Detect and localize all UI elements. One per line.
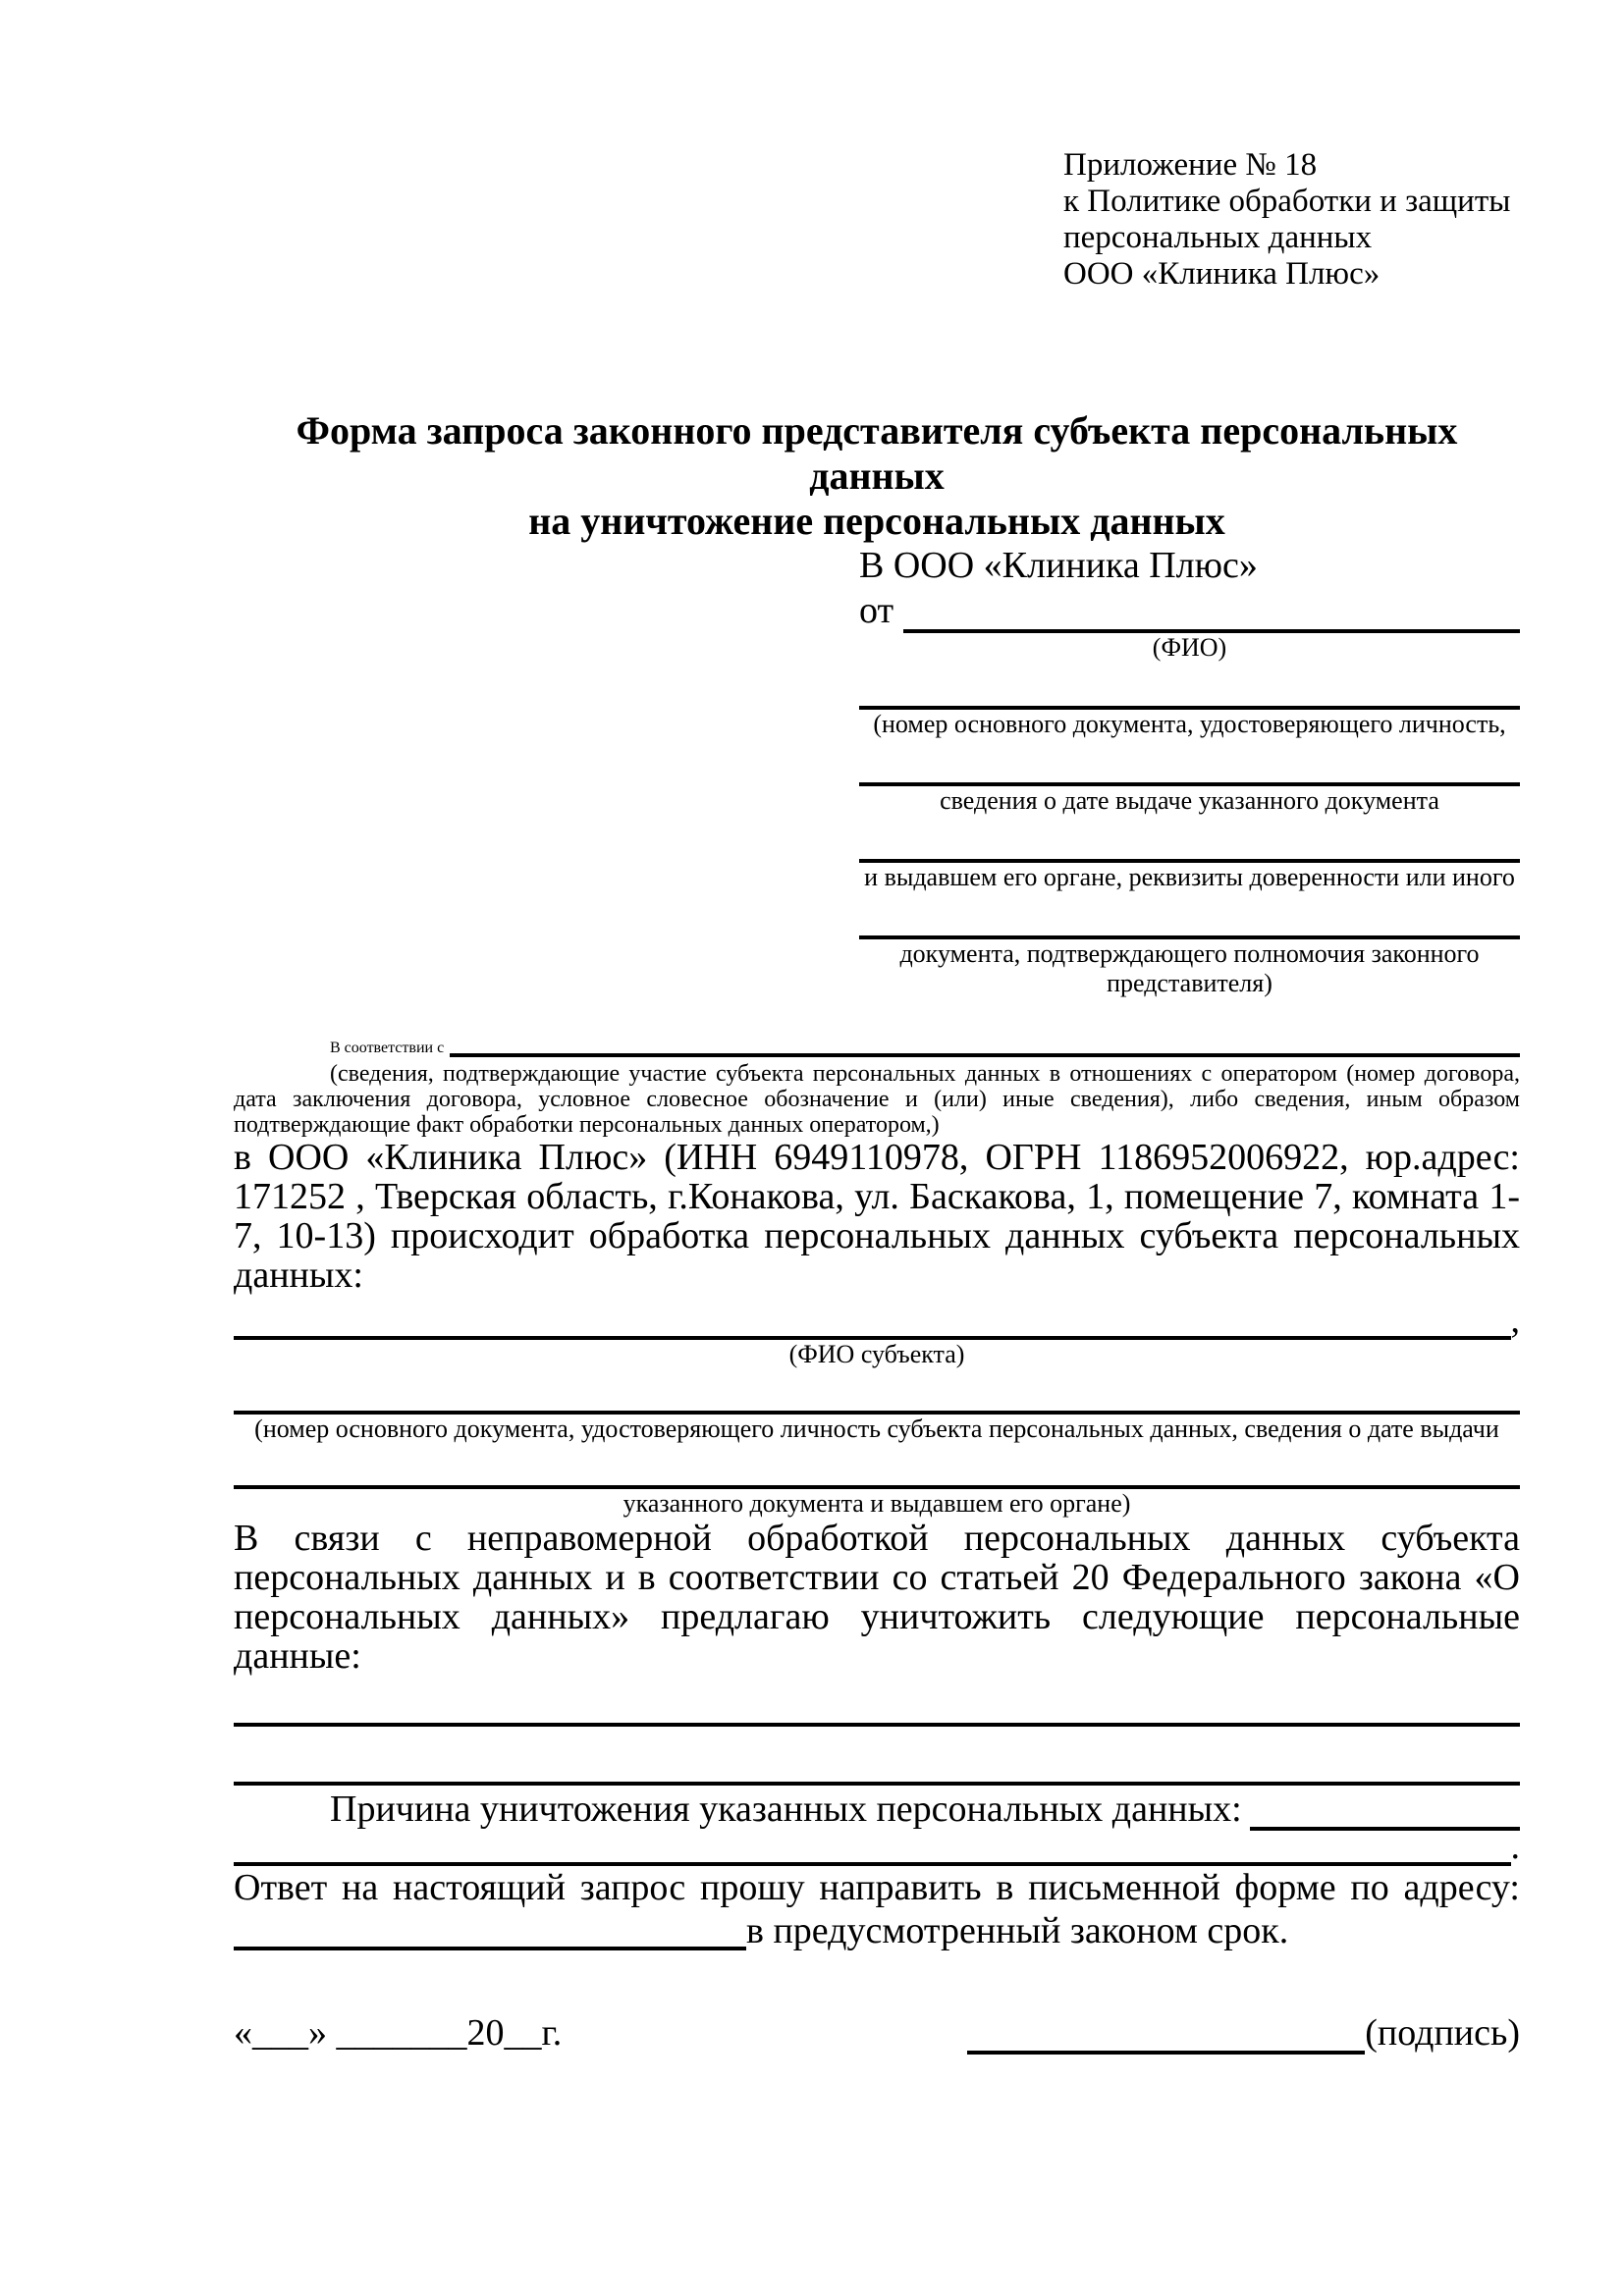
reason-field-line-2[interactable] — [234, 1862, 1511, 1866]
appendix-line-4: ООО «Клиника Плюс» — [1063, 256, 1380, 292]
accordance-note: (сведения, подтверждающие участие субъекта персональных данных в отношениях с оператором (номер договора, дата заключения договора, условное словесное обозначение и (или) иные сведения), либо сведения, иным образом подтверждающие факт обработки персональных данных оператором,) — [234, 1061, 1520, 1138]
subject-fio-field-line[interactable] — [234, 1295, 1511, 1340]
subject-fio-suffix: , — [1510, 1300, 1520, 1341]
appendix-block — [1063, 147, 1520, 293]
addressee-to: В ООО «Клиника Плюс» — [859, 545, 1258, 586]
response-paragraph-line-1: Ответ на настоящий запрос прошу направить в письменной форме по адресу: — [234, 1867, 1520, 1908]
fio-caption: (ФИО) — [1152, 633, 1227, 662]
subject-doc-field-line-1[interactable] — [234, 1369, 1520, 1415]
signature-field-line[interactable] — [967, 2011, 1365, 2055]
representative-doc-caption-2: сведения о дате выдаче указанного документа — [940, 786, 1439, 815]
signature-block — [967, 2011, 1520, 2055]
response-paragraph-line-2: в предусмотренный законом срок. — [746, 1910, 1289, 1951]
appendix-line-3: персональных данных — [1063, 220, 1373, 255]
response-address-row — [234, 1907, 1520, 1950]
representative-doc-field-line-3[interactable] — [859, 816, 1520, 863]
from-row — [859, 588, 1520, 633]
subject-doc-field-line-2[interactable] — [234, 1444, 1520, 1489]
reason-field-line[interactable] — [1250, 1827, 1520, 1831]
subject-doc-caption-1: (номер основного документа, удостоверяющего личность субъекта персональных данных, сведения о дате выдачи — [254, 1415, 1499, 1443]
reason-continuation-row — [234, 1826, 1520, 1867]
subject-fio-caption: (ФИО субъекта) — [788, 1340, 965, 1368]
representative-doc-field-line-2[interactable] — [859, 739, 1520, 786]
subject-doc-caption-2: указанного документа и выдавшем его органе) — [623, 1489, 1131, 1518]
reason-line-suffix: . — [1510, 1826, 1520, 1867]
representative-doc-caption-3: и выдавшем его органе, реквизиты доверенности или иного — [864, 863, 1515, 891]
representative-doc-field-line-4[interactable] — [859, 892, 1520, 939]
appendix-line-1: Приложение № 18 — [1063, 147, 1318, 183]
representative-doc-caption-1: (номер основного документа, удостоверяющего личность, — [873, 710, 1506, 738]
representative-doc-caption-4: документа, подтверждающего полномочия законного представителя) — [899, 939, 1480, 997]
footer-row — [234, 2011, 1520, 2055]
addressee-block — [859, 544, 1520, 998]
reason-row — [234, 1786, 1520, 1831]
demand-paragraph: В связи с неправомерной обработкой персональных данных субъекта персональных данных и в соответствии со статьей 20 Федерального закона «О персональных данных» предлагаю уничтожить следующие персональные данные: — [234, 1518, 1520, 1677]
accordance-field-line[interactable] — [450, 1053, 1520, 1057]
data-to-destroy-field-line-2[interactable] — [234, 1727, 1520, 1786]
reason-label: Причина уничтожения указанных персональных данных: — [330, 1789, 1242, 1830]
document-title-line-2: на уничтожение персональных данных — [528, 499, 1225, 543]
signature-caption: (подпись) — [1365, 2012, 1520, 2054]
from-label: от — [859, 590, 894, 631]
subject-fio-row — [234, 1295, 1520, 1340]
operator-paragraph: в ООО «Клиника Плюс» (ИНН 6949110978, ОГРН 1186952006922, юр.адрес: 171252 , Тверская область, г.Конакова, ул. Баскакова, 1, помещение 7, комната 1-7, 10-13) происходит обработка персональных данных субъекта персональных данных: — [234, 1137, 1520, 1296]
representative-doc-field-line-1[interactable] — [859, 663, 1520, 710]
accordance-row — [234, 1012, 1520, 1057]
response-address-field-line[interactable] — [234, 1947, 746, 1950]
document-title-line-1: Форма запроса законного представителя субъекта персональных данных — [296, 408, 1458, 498]
data-to-destroy-field-line-1[interactable] — [234, 1678, 1520, 1727]
document-title — [234, 408, 1520, 544]
accordance-label: В соответствии с — [330, 1040, 445, 1056]
appendix-line-2: к Политике обработки и защиты — [1063, 184, 1511, 219]
date-field-text[interactable]: «___» _______20__г. — [234, 2012, 563, 2054]
